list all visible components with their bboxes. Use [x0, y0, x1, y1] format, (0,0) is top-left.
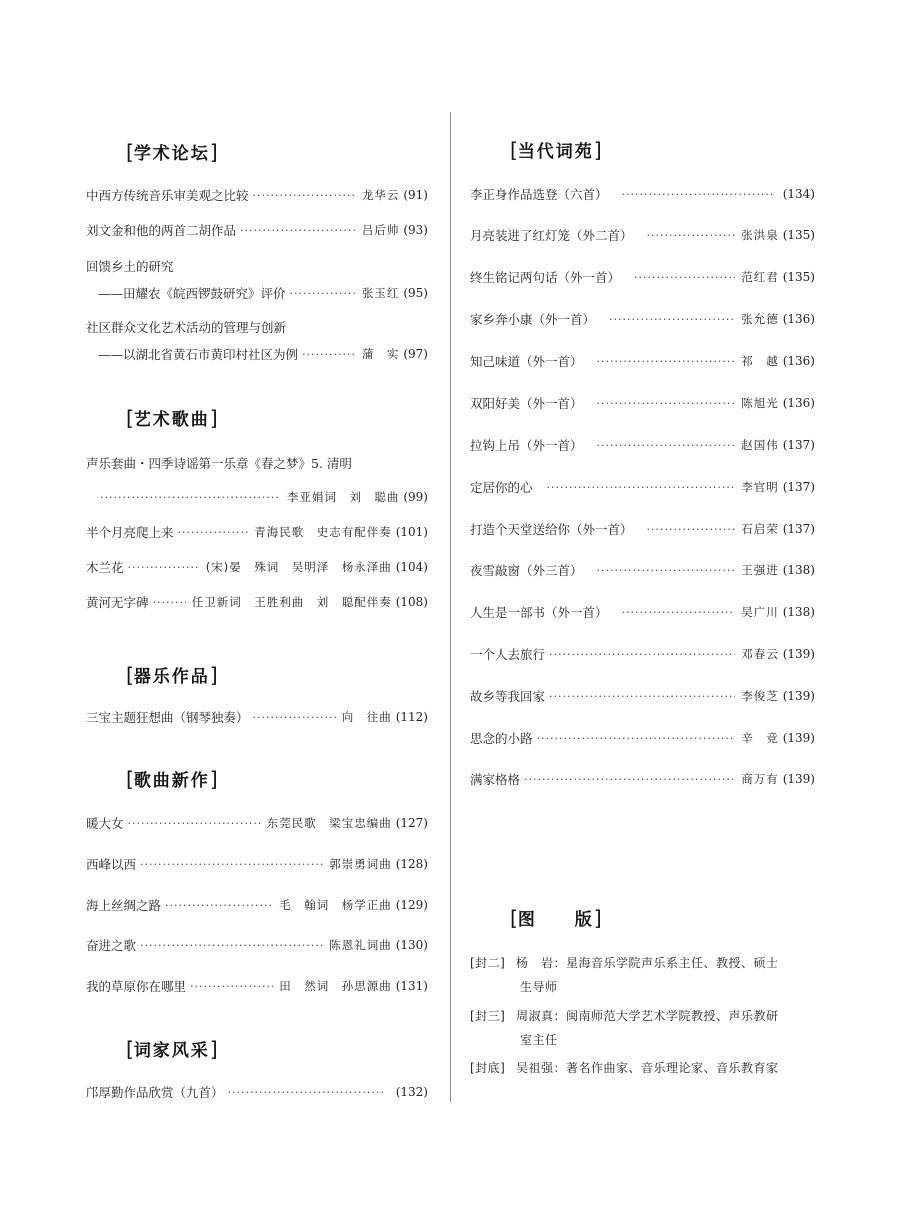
section-heading-plates — [510, 905, 602, 930]
entry-title: 半个月亮爬上来 — [86, 525, 174, 540]
leader-dots — [128, 817, 261, 830]
entry-title: 黄河无字碑 — [86, 595, 149, 610]
entry-page: (95) — [403, 286, 428, 300]
entry-title: 李正身作品选登（六首） — [470, 187, 608, 202]
entry-author: 范红君 — [741, 270, 779, 284]
toc-entry[interactable] — [470, 603, 815, 621]
toc-entry[interactable] — [86, 936, 428, 954]
bracket-close: ] — [209, 767, 218, 791]
entry-title: 终生铭记两句话（外一首） — [470, 270, 621, 285]
entry-page: (137) — [782, 438, 815, 452]
entry-subtitle: ——以湖北省黄石市黄印村社区为例 — [98, 347, 299, 362]
plate-description: 周淑真：闽南师范大学艺术学院教授、声乐教研 — [516, 1009, 779, 1023]
toc-entry[interactable] — [86, 593, 428, 611]
entry-title: 故乡等我回家 — [470, 689, 546, 704]
heading-text: 器乐作品 — [133, 667, 210, 687]
leader-dots — [290, 287, 356, 300]
entry-title: 家乡奔小康（外一首） — [470, 312, 596, 327]
entry-author: 王强进 — [741, 563, 779, 577]
entry-author: 田 然词 孙思源曲 — [279, 979, 392, 993]
entry-page: (101) — [395, 525, 428, 539]
bracket-open: [ — [126, 1037, 134, 1061]
toc-entry[interactable] — [470, 226, 815, 244]
plate-tag: [封底] — [470, 1061, 506, 1075]
entry-author: 龙华云 — [361, 188, 400, 202]
leader-dots — [549, 648, 735, 661]
entry-title: 我的草原你在哪里 — [86, 979, 187, 994]
entry-author: (宋)晏 殊词 吴明泽 杨永泽曲 — [205, 560, 392, 574]
heading-text: 词家风采 — [133, 1041, 210, 1061]
entry-title: 思念的小路 — [470, 731, 533, 746]
entry-page: (91) — [403, 188, 428, 202]
bracket-close: ] — [209, 1037, 218, 1061]
entry-author: 祁 越 — [741, 354, 779, 368]
entry-author: 辛 竞 — [741, 731, 779, 745]
toc-entry-subtitle[interactable] — [86, 284, 428, 302]
leader-dots — [597, 397, 736, 410]
entry-page: (132) — [395, 1085, 428, 1099]
entry-author: 邓春云 — [741, 647, 779, 661]
entry-page: (108) — [395, 595, 428, 609]
entry-title: 回馈乡土的研究 — [86, 259, 174, 274]
entry-subtitle: ——田耀农《皖西锣鼓研究》评价 — [98, 286, 286, 301]
entry-author: 陈旭光 — [741, 396, 779, 410]
leader-dots — [190, 980, 273, 993]
entry-page: (138) — [782, 605, 815, 619]
entry-page: (130) — [395, 938, 428, 952]
entry-author: 商万有 — [741, 772, 779, 786]
toc-entry[interactable] — [470, 185, 815, 203]
entry-title: 打造个天堂送给你（外一首） — [470, 522, 633, 537]
leader-dots — [253, 711, 336, 724]
entry-title: 刘文金和他的两首二胡作品 — [86, 223, 237, 238]
bracket-close: ] — [593, 138, 602, 162]
bracket-close: ] — [593, 906, 602, 930]
leader-dots — [240, 224, 356, 237]
entry-page: (139) — [782, 772, 815, 786]
entry-author: 向 往曲 — [341, 710, 392, 724]
heading-text: 学术论坛 — [133, 144, 210, 164]
toc-entry[interactable] — [470, 310, 815, 328]
toc-entry[interactable] — [86, 523, 428, 541]
entry-page: (135) — [782, 270, 815, 284]
toc-entry[interactable] — [470, 478, 815, 496]
leader-dots — [228, 1086, 386, 1099]
leader-dots — [597, 355, 736, 368]
entry-page: (112) — [395, 710, 428, 724]
leader-dots — [100, 491, 281, 504]
leader-dots — [622, 188, 773, 201]
entry-page: (128) — [395, 857, 428, 871]
entry-page: (127) — [395, 816, 428, 830]
toc-entry[interactable] — [470, 520, 815, 538]
entry-author: 李亚娟词 刘 聪曲 — [286, 490, 400, 504]
entry-title: 海上丝绸之路 — [86, 898, 162, 913]
entry-title: 西峰以西 — [86, 857, 137, 872]
entry-title: 月亮装进了红灯笼（外二首） — [470, 228, 633, 243]
leader-dots — [597, 439, 736, 452]
toc-entry[interactable] — [86, 814, 428, 832]
toc-entry[interactable] — [470, 268, 815, 286]
leader-dots — [634, 271, 735, 284]
entry-title: 拉钩上吊（外一首） — [470, 438, 583, 453]
entry-title: 一个人去旅行 — [470, 647, 546, 662]
entry-page: (137) — [782, 480, 815, 494]
toc-entry[interactable] — [86, 977, 428, 995]
entry-author: 李官明 — [741, 480, 779, 494]
entry-author: 青海民歌 史志有配伴奏 — [254, 525, 392, 539]
toc-entry[interactable] — [470, 770, 815, 788]
entry-title: 中西方传统音乐审美观之比较 — [86, 188, 249, 203]
entry-author: 郭崇勇词曲 — [329, 857, 392, 871]
section-heading-contemporary-lyrics — [510, 137, 602, 162]
leader-dots — [547, 481, 736, 494]
entry-title: 暖大女 — [86, 816, 124, 831]
entry-page: (136) — [782, 354, 815, 368]
toc-entry[interactable] — [470, 729, 815, 747]
leader-dots — [140, 939, 323, 952]
toc-entry[interactable] — [86, 896, 428, 914]
section-heading-academic-forum — [126, 139, 218, 164]
leader-dots — [302, 348, 356, 361]
leader-dots — [622, 606, 736, 619]
entry-title: 双阳好美（外一首） — [470, 396, 583, 411]
section-heading-new-songs — [126, 766, 218, 791]
entry-author: 陈恩礼词曲 — [329, 938, 392, 952]
bracket-open: [ — [126, 767, 134, 791]
plate-description: 杨 岩：星海音乐学院声乐系主任、教授、硕士 — [516, 956, 779, 970]
bracket-close: ] — [209, 663, 218, 687]
entry-author: 赵国伟 — [741, 438, 779, 452]
leader-dots — [165, 899, 273, 912]
plate-tag: [封三] — [470, 1009, 506, 1023]
bracket-open: [ — [510, 906, 518, 930]
toc-entry-continuation[interactable] — [86, 488, 428, 506]
toc-entry[interactable] — [470, 394, 815, 412]
plate-entry[interactable] — [470, 1004, 815, 1052]
toc-entry[interactable] — [86, 257, 428, 275]
entry-title: 社区群众文化艺术活动的管理与创新 — [86, 320, 287, 335]
entry-page: (136) — [782, 312, 815, 326]
leader-dots — [647, 229, 736, 242]
toc-entry[interactable] — [86, 186, 428, 204]
entry-author: 石启荣 — [741, 522, 779, 536]
entry-title: 夜雪敲窗（外三首） — [470, 563, 583, 578]
toc-entry-subtitle[interactable] — [86, 345, 428, 363]
leader-dots — [128, 561, 200, 574]
toc-entry[interactable] — [86, 558, 428, 576]
heading-text: 当代词苑 — [517, 142, 594, 162]
entry-title: 知己味道（外一首） — [470, 354, 583, 369]
bracket-close: ] — [209, 406, 218, 430]
bracket-open: [ — [126, 663, 134, 687]
plate-description: 吴祖强：著名作曲家、音乐理论家、音乐教育家 — [516, 1061, 779, 1075]
heading-text: 艺术歌曲 — [133, 410, 210, 430]
toc-entry[interactable] — [86, 708, 428, 726]
toc-entry[interactable] — [470, 352, 815, 370]
leader-dots — [537, 732, 736, 745]
entry-author: 吴广川 — [741, 605, 779, 619]
toc-entry[interactable] — [470, 687, 815, 705]
entry-title: 声乐套曲・四季诗谣第一乐章《春之梦》5. 清明 — [86, 456, 352, 471]
leader-dots — [647, 523, 736, 536]
plate-entry[interactable] — [470, 1056, 815, 1080]
entry-title: 定居你的心 — [470, 480, 533, 495]
entry-author: 张洪泉 — [741, 228, 779, 242]
leader-dots — [549, 690, 735, 703]
heading-text: 歌曲新作 — [133, 771, 210, 791]
leader-dots — [253, 189, 356, 202]
entry-title: 满家格格 — [470, 772, 521, 787]
entry-author: 任卫新词 王胜利曲 刘 聪配伴奏 — [191, 595, 392, 609]
entry-page: (135) — [782, 228, 815, 242]
bracket-open: [ — [126, 406, 134, 430]
entry-title: 三宝主题狂想曲（钢琴独奏） — [86, 710, 249, 725]
entry-page: (104) — [395, 560, 428, 574]
toc-entry[interactable] — [470, 645, 815, 663]
bracket-open: [ — [126, 140, 134, 164]
toc-entry[interactable] — [86, 454, 428, 472]
entry-title: 人生是一部书（外一首） — [470, 605, 608, 620]
section-heading-instrumental — [126, 662, 218, 687]
entry-page: (138) — [782, 563, 815, 577]
entry-page: (137) — [782, 522, 815, 536]
entry-page: (93) — [403, 223, 428, 237]
entry-page: (99) — [403, 490, 428, 504]
bracket-close: ] — [209, 140, 218, 164]
leader-dots — [178, 526, 249, 539]
toc-entry[interactable] — [86, 1083, 428, 1101]
entry-title: 奋进之歌 — [86, 938, 137, 953]
entry-author: 蒲 实 — [361, 347, 400, 361]
plate-tag: [封二] — [470, 956, 506, 970]
entry-author: 张玉红 — [361, 286, 400, 300]
section-heading-art-songs — [126, 405, 218, 430]
plate-description-continued: 室主任 — [520, 1033, 558, 1047]
entry-page: (134) — [782, 187, 815, 201]
entry-page: (139) — [782, 731, 815, 745]
leader-dots — [524, 773, 735, 786]
entry-page: (131) — [395, 979, 428, 993]
entry-title: 木兰花 — [86, 560, 124, 575]
plate-entry[interactable] — [470, 951, 815, 999]
entry-page: (139) — [782, 647, 815, 661]
entry-author: 李俊芝 — [741, 689, 779, 703]
column-divider — [450, 112, 451, 1102]
leader-dots — [609, 313, 735, 326]
entry-page: (129) — [395, 898, 428, 912]
entry-page: (139) — [782, 689, 815, 703]
plate-description-continued: 生导师 — [520, 980, 558, 994]
entry-page: (136) — [782, 396, 815, 410]
heading-text: 图 版 — [517, 910, 594, 930]
leader-dots — [153, 596, 186, 609]
entry-author: 东莞民歌 梁宝忠编曲 — [266, 816, 392, 830]
leader-dots — [140, 858, 323, 871]
toc-entry[interactable] — [86, 318, 428, 336]
toc-entry[interactable] — [470, 561, 815, 579]
leader-dots — [597, 564, 736, 577]
entry-page: (97) — [403, 347, 428, 361]
toc-entry[interactable] — [86, 221, 428, 239]
toc-entry[interactable] — [470, 436, 815, 454]
section-heading-lyricist-showcase — [126, 1036, 218, 1061]
bracket-open: [ — [510, 138, 518, 162]
entry-author: 吕后帅 — [361, 223, 400, 237]
entry-author: 毛 翰词 杨学正曲 — [279, 898, 392, 912]
entry-title: 邝厚勤作品欣赏（九首） — [86, 1085, 224, 1100]
toc-entry[interactable] — [86, 855, 428, 873]
entry-author: 张允德 — [741, 312, 779, 326]
